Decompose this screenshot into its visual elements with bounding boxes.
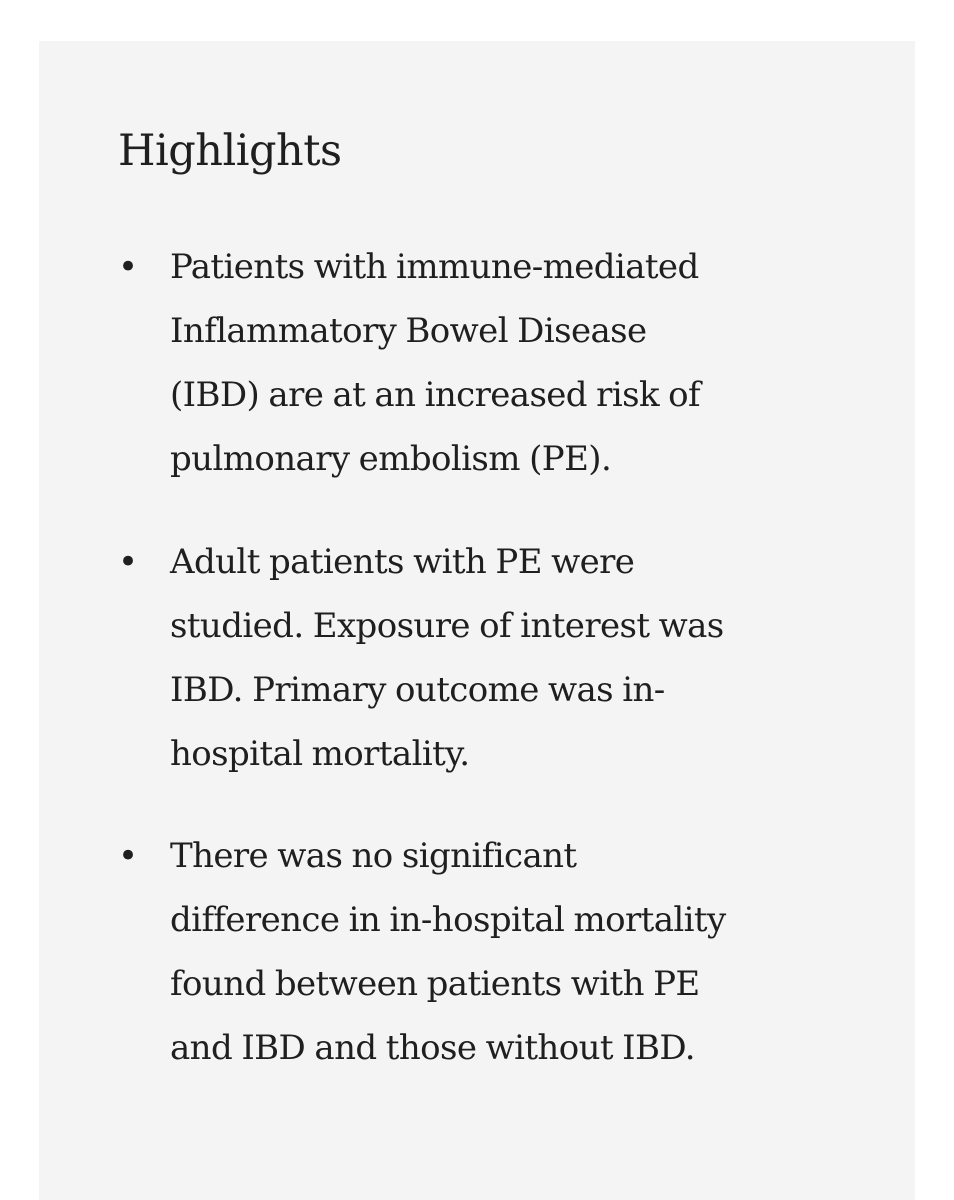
highlight-line: hospital mortality. [170, 734, 470, 774]
highlight-line: difference in in-hospital mortality [170, 900, 726, 940]
highlight-line: found between patients with PE [170, 964, 700, 1004]
highlight-line: and IBD and those without IBD. [170, 1028, 696, 1068]
highlight-text [170, 530, 810, 786]
bullet-icon: • [118, 836, 139, 876]
bullet-icon: • [118, 247, 139, 287]
bullet-icon: • [118, 542, 139, 582]
highlights-panel [39, 41, 915, 1200]
highlight-line: studied. Exposure of interest was [170, 606, 724, 646]
highlight-line: There was no significant [170, 836, 577, 876]
highlight-text [170, 824, 810, 1080]
highlight-line: Adult patients with PE were [170, 542, 635, 582]
highlight-line: Patients with immune-mediated [170, 247, 699, 287]
highlight-line: Inflammatory Bowel Disease [170, 311, 647, 351]
highlight-text [170, 235, 810, 491]
highlight-line: IBD. Primary outcome was in- [170, 670, 665, 710]
highlights-heading: Highlights [118, 126, 342, 176]
highlight-line: pulmonary embolism (PE). [170, 439, 612, 479]
highlight-line: (IBD) are at an increased risk of [170, 375, 701, 415]
